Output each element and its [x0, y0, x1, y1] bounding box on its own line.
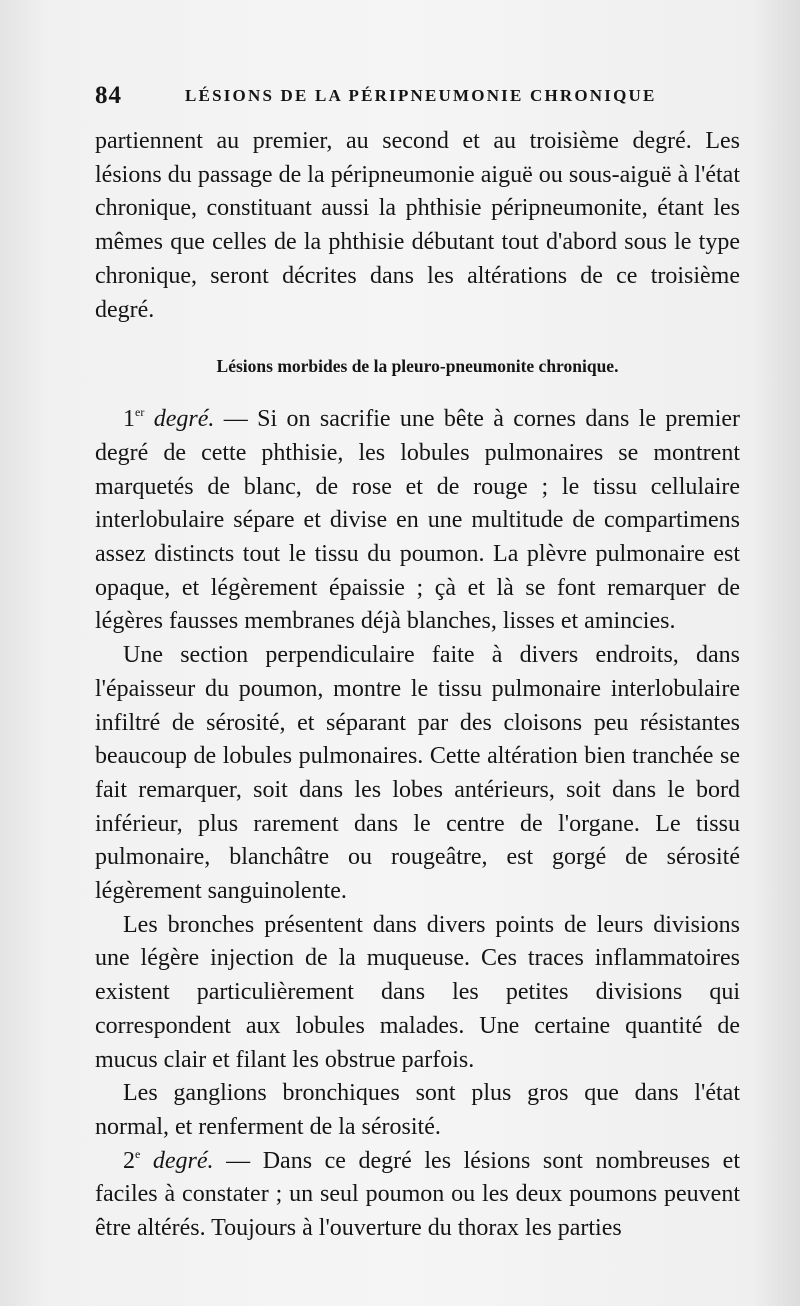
page-number: 84: [95, 82, 122, 109]
degree-superscript: e: [135, 1146, 141, 1161]
degree-number: 1: [123, 406, 135, 433]
degree-number: 2: [123, 1147, 135, 1174]
paragraph-continuation: partiennent au premier, au second et au troisième degré. Les lésions du passage de la péripneumonie aiguë ou sous-aiguë à l'état chronique, constituant aussi la phthisie péripneumonite, étant les mêmes que celles de la phthisie débutant tout d'abord sous le type chronique, seront décrites dans les altérations de ce troisième degré.: [95, 128, 740, 323]
paragraph-ganglions: Les ganglions bronchiques sont plus gros que dans l'état normal, et renferment de la sérosité.: [95, 1080, 740, 1140]
paragraph-first-degree: [95, 403, 740, 639]
paragraph-second-degree: [95, 1145, 740, 1246]
paragraph-text: — Dans ce degré les lésions sont nombreuses et faciles à constater ; un seul poumon ou les deux poumons peuvent être altérés. Toujours à l'ouverture du thorax les parties: [95, 1147, 740, 1242]
page-header: [95, 82, 740, 116]
degree-label: degré.: [153, 406, 215, 433]
running-head: LÉSIONS DE LA PÉRIPNEUMONIE CHRONIQUE: [185, 86, 657, 105]
paragraph-text: — Si on sacrifie une bête à cornes dans le premier degré de cette phthisie, les lobules pulmonaires se montrent marquetés de blanc, de rose et de rouge ; le tissu cellulaire interlobulaire sépare et divise en une multitude de compartimens assez distincts tout le tissu du poumon. La plèvre pulmonaire est opaque, et légèrement épaissie ; çà et là se font remarquer de légères fausses membranes déjà blanches, lisses et amincies.: [95, 406, 741, 635]
paragraph-section: Une section perpendiculaire faite à divers endroits, dans l'épaisseur du poumon, montre le tissu pulmonaire interlobulaire infiltré de sérosité, et séparant par des cloisons peu résistantes beaucoup de lobules pulmonaires. Cette altération bien tranchée se fait remarquer, soit dans les lobes antérieurs, soit dans le bord inférieur, plus rarement dans le centre de l'organe. Le tissu pulmonaire, blanchâtre ou rougeâtre, est gorgé de sérosité légèrement sanguinolente.: [95, 642, 740, 905]
degree-label: degré.: [152, 1147, 214, 1174]
body-text: [95, 125, 740, 1246]
paragraph-bronches: Les bronches présentent dans divers points de leurs divisions une légère injection de la muqueuse. Ces traces inflammatoires existent particulièrement dans les petites divisions qui correspondent aux lobules malades. Une certaine quantité de mucus clair et filant les obstrue parfois.: [95, 911, 740, 1073]
degree-superscript: er: [135, 405, 145, 420]
section-heading: Lésions morbides de la pleuro-pneumonite chronique.: [216, 356, 619, 377]
